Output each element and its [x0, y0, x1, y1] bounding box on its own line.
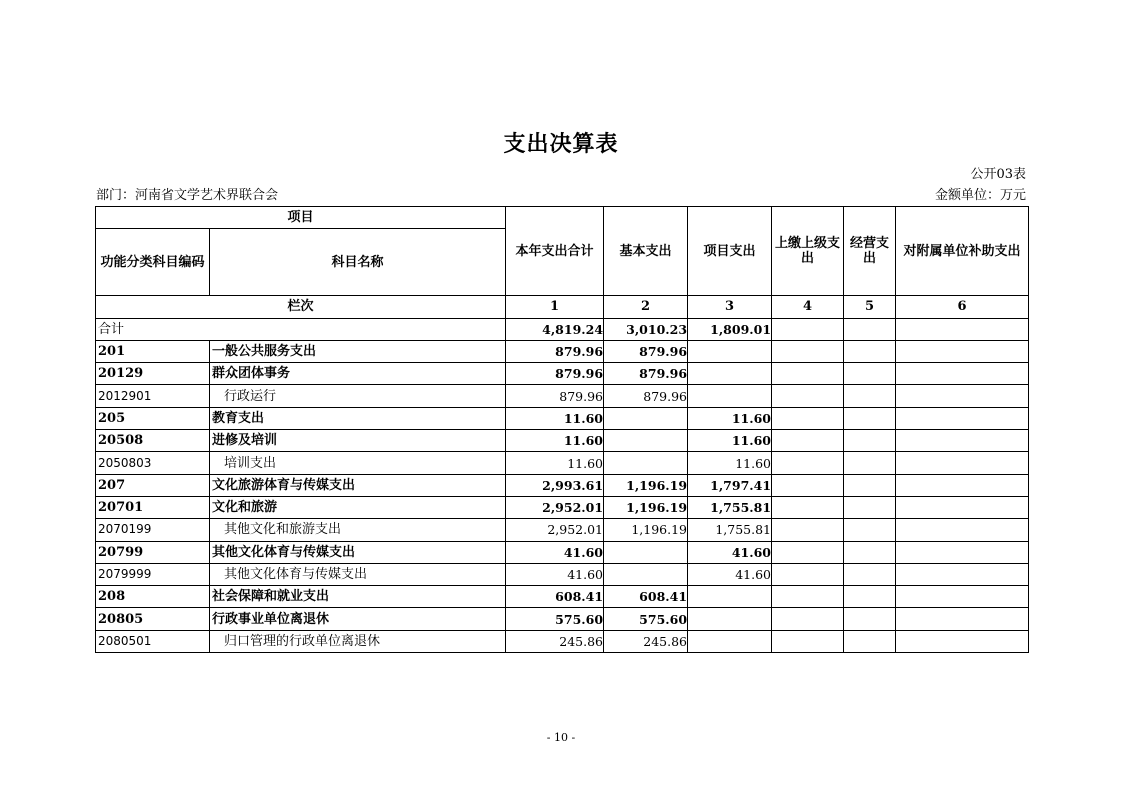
- row-project: 11.60: [688, 430, 772, 452]
- total-project: 1,809.01: [688, 318, 772, 340]
- column-index-3: 3: [688, 296, 772, 318]
- row-code: 20129: [96, 363, 210, 385]
- department-label: 部门：河南省文学艺术界联合会: [96, 188, 279, 203]
- row-name: 群众团体事务: [210, 363, 506, 385]
- row-total: 575.60: [506, 608, 604, 630]
- total-label: 合计: [96, 318, 506, 340]
- expenditure-table: [95, 206, 1029, 653]
- row-total: 608.41: [506, 586, 604, 608]
- total-amount: 4,819.24: [506, 318, 604, 340]
- row-code: 2080501: [96, 630, 210, 652]
- row-name: 一般公共服务支出: [210, 340, 506, 362]
- total-upper: [772, 318, 844, 340]
- row-upper: [772, 586, 844, 608]
- header-name: 科目名称: [210, 229, 506, 296]
- table-row: [96, 563, 1029, 585]
- row-basic: [604, 452, 688, 474]
- row-subsidy: [896, 496, 1029, 518]
- table-row: [96, 474, 1029, 496]
- row-project: 41.60: [688, 563, 772, 585]
- row-total: 2,993.61: [506, 474, 604, 496]
- column-index-5: 5: [844, 296, 896, 318]
- row-business: [844, 541, 896, 563]
- row-business: [844, 608, 896, 630]
- table-row: [96, 452, 1029, 474]
- row-name: 归口管理的行政单位离退休: [210, 630, 506, 652]
- row-upper: [772, 630, 844, 652]
- column-index-1: 1: [506, 296, 604, 318]
- row-basic: 575.60: [604, 608, 688, 630]
- row-name: 进修及培训: [210, 430, 506, 452]
- row-basic: [604, 541, 688, 563]
- row-business: [844, 474, 896, 496]
- total-row: [96, 318, 1029, 340]
- row-name: 文化旅游体育与传媒支出: [210, 474, 506, 496]
- row-code: 201: [96, 340, 210, 362]
- header-subsidy: 对附属单位补助支出: [896, 207, 1029, 296]
- row-business: [844, 385, 896, 407]
- row-total: 879.96: [506, 340, 604, 362]
- row-business: [844, 630, 896, 652]
- row-upper: [772, 519, 844, 541]
- row-basic: 245.86: [604, 630, 688, 652]
- row-subsidy: [896, 430, 1029, 452]
- row-code: 208: [96, 586, 210, 608]
- row-code: 20799: [96, 541, 210, 563]
- column-index-4: 4: [772, 296, 844, 318]
- document-title: 支出决算表: [503, 131, 619, 157]
- row-basic: 1,196.19: [604, 519, 688, 541]
- column-index-6: 6: [896, 296, 1029, 318]
- header-total: 本年支出合计: [506, 207, 604, 296]
- row-upper: [772, 340, 844, 362]
- header-business: 经营支出: [844, 207, 896, 296]
- row-business: [844, 363, 896, 385]
- row-name: 行政运行: [210, 385, 506, 407]
- table-row: [96, 430, 1029, 452]
- row-code: 2079999: [96, 563, 210, 585]
- row-project: 1,797.41: [688, 474, 772, 496]
- row-subsidy: [896, 608, 1029, 630]
- row-subsidy: [896, 407, 1029, 429]
- form-number: 公开03表: [970, 167, 1026, 182]
- row-code: 207: [96, 474, 210, 496]
- page-number: - 10 -: [546, 731, 576, 744]
- row-subsidy: [896, 563, 1029, 585]
- amount-unit-label: 金额单位：万元: [934, 188, 1026, 203]
- table-row: [96, 519, 1029, 541]
- row-project: 11.60: [688, 452, 772, 474]
- row-subsidy: [896, 363, 1029, 385]
- row-code: 2070199: [96, 519, 210, 541]
- row-name: 其他文化体育与传媒支出: [210, 541, 506, 563]
- row-total: 2,952.01: [506, 496, 604, 518]
- row-name: 其他文化体育与传媒支出: [210, 563, 506, 585]
- row-business: [844, 519, 896, 541]
- row-upper: [772, 452, 844, 474]
- row-subsidy: [896, 340, 1029, 362]
- row-name: 行政事业单位离退休: [210, 608, 506, 630]
- header-basic: 基本支出: [604, 207, 688, 296]
- row-upper: [772, 430, 844, 452]
- row-basic: 1,196.19: [604, 496, 688, 518]
- row-code: 2050803: [96, 452, 210, 474]
- row-basic: [604, 430, 688, 452]
- table-row: [96, 608, 1029, 630]
- row-project: [688, 608, 772, 630]
- table-row: [96, 496, 1029, 518]
- total-subsidy: [896, 318, 1029, 340]
- row-basic: 608.41: [604, 586, 688, 608]
- row-project: 1,755.81: [688, 496, 772, 518]
- row-code: 205: [96, 407, 210, 429]
- row-total: 245.86: [506, 630, 604, 652]
- table-row: [96, 385, 1029, 407]
- row-upper: [772, 363, 844, 385]
- row-subsidy: [896, 630, 1029, 652]
- row-name: 文化和旅游: [210, 496, 506, 518]
- row-project: [688, 385, 772, 407]
- column-index-2: 2: [604, 296, 688, 318]
- row-basic: 1,196.19: [604, 474, 688, 496]
- row-total: 11.60: [506, 452, 604, 474]
- row-basic: 879.96: [604, 385, 688, 407]
- row-upper: [772, 496, 844, 518]
- row-business: [844, 586, 896, 608]
- row-project: [688, 630, 772, 652]
- row-code: 2012901: [96, 385, 210, 407]
- total-business: [844, 318, 896, 340]
- row-subsidy: [896, 586, 1029, 608]
- column-index-label: 栏次: [96, 296, 506, 318]
- row-upper: [772, 541, 844, 563]
- row-project: [688, 363, 772, 385]
- row-basic: 879.96: [604, 363, 688, 385]
- table-row: [96, 541, 1029, 563]
- table-row: [96, 586, 1029, 608]
- row-basic: [604, 563, 688, 585]
- row-business: [844, 430, 896, 452]
- column-index-row: [96, 296, 1029, 318]
- row-upper: [772, 608, 844, 630]
- header-upper: 上缴上级支出: [772, 207, 844, 296]
- table-row: [96, 363, 1029, 385]
- header-item: 项目: [96, 207, 506, 229]
- row-basic: 879.96: [604, 340, 688, 362]
- header-row-item: [96, 207, 1029, 229]
- row-subsidy: [896, 541, 1029, 563]
- row-basic: [604, 407, 688, 429]
- row-total: 879.96: [506, 363, 604, 385]
- row-code: 20701: [96, 496, 210, 518]
- row-upper: [772, 563, 844, 585]
- row-business: [844, 452, 896, 474]
- row-project: [688, 586, 772, 608]
- row-business: [844, 340, 896, 362]
- row-total: 11.60: [506, 430, 604, 452]
- table-row: [96, 340, 1029, 362]
- row-subsidy: [896, 519, 1029, 541]
- row-name: 教育支出: [210, 407, 506, 429]
- total-basic: 3,010.23: [604, 318, 688, 340]
- row-total: 11.60: [506, 407, 604, 429]
- row-name: 其他文化和旅游支出: [210, 519, 506, 541]
- row-business: [844, 407, 896, 429]
- row-total: 2,952.01: [506, 519, 604, 541]
- row-project: 1,755.81: [688, 519, 772, 541]
- row-subsidy: [896, 385, 1029, 407]
- row-upper: [772, 407, 844, 429]
- row-upper: [772, 385, 844, 407]
- row-subsidy: [896, 474, 1029, 496]
- row-name: 社会保障和就业支出: [210, 586, 506, 608]
- row-business: [844, 496, 896, 518]
- row-project: [688, 340, 772, 362]
- row-total: 879.96: [506, 385, 604, 407]
- row-code: 20805: [96, 608, 210, 630]
- row-name: 培训支出: [210, 452, 506, 474]
- row-project: 41.60: [688, 541, 772, 563]
- header-project: 项目支出: [688, 207, 772, 296]
- row-code: 20508: [96, 430, 210, 452]
- row-project: 11.60: [688, 407, 772, 429]
- row-business: [844, 563, 896, 585]
- table-row: [96, 407, 1029, 429]
- row-upper: [772, 474, 844, 496]
- table-row: [96, 630, 1029, 652]
- row-total: 41.60: [506, 541, 604, 563]
- header-code: 功能分类科目编码: [96, 229, 210, 296]
- row-subsidy: [896, 452, 1029, 474]
- row-total: 41.60: [506, 563, 604, 585]
